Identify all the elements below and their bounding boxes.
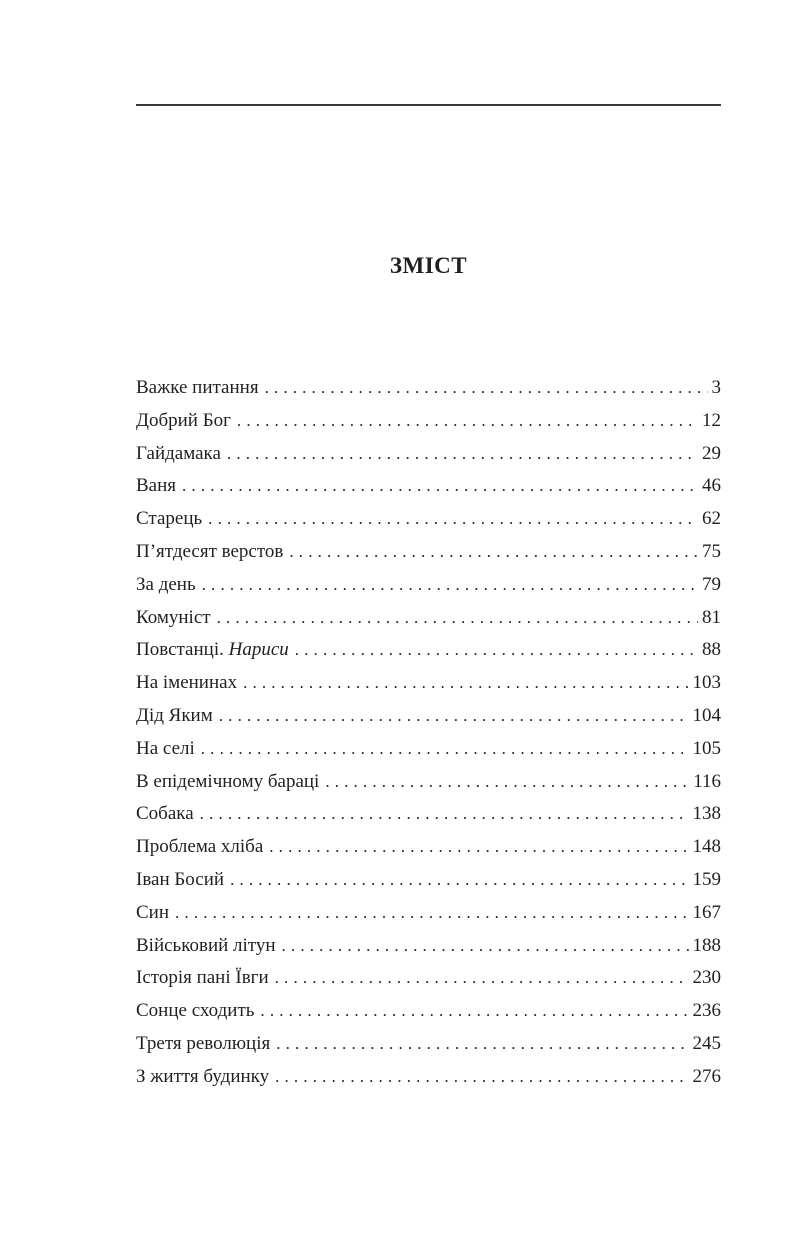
toc-entry — [136, 962, 721, 995]
toc-entry — [136, 864, 721, 897]
toc-entry-page: 62 — [702, 508, 721, 530]
toc-dot-leader — [219, 700, 689, 733]
toc-dot-leader — [269, 831, 688, 864]
toc-entry — [136, 602, 721, 635]
toc-entry-title: Повстанці. — [136, 639, 224, 661]
toc-entry — [136, 470, 721, 503]
toc-dot-leader — [275, 1061, 688, 1094]
toc-dot-leader — [202, 569, 698, 602]
toc-entry-title: На іменинах — [136, 672, 238, 694]
toc-entry-title: Історія пані Ївги — [136, 967, 269, 989]
toc-entry — [136, 700, 721, 733]
toc-dot-leader — [175, 897, 688, 930]
toc-entry — [136, 1028, 721, 1061]
toc-dot-leader — [230, 864, 688, 897]
toc-heading: ЗМІСТ — [389, 253, 468, 278]
toc-entry-title: За день — [136, 573, 196, 595]
toc-dot-leader — [276, 1028, 688, 1061]
toc-entry-page: 167 — [692, 901, 721, 923]
toc-entry-page: 103 — [692, 672, 721, 694]
toc-entry-title: Собака — [136, 803, 194, 825]
toc-entry-page: 75 — [702, 540, 721, 562]
toc-dot-leader — [265, 372, 708, 405]
toc-entry — [136, 831, 721, 864]
toc-entry — [136, 798, 721, 831]
toc-entry-page: 104 — [692, 704, 721, 726]
toc-entry-page: 230 — [692, 967, 721, 989]
toc-dot-leader — [243, 667, 688, 700]
toc-entry-subtitle: Нариси — [228, 639, 289, 661]
toc-entry — [136, 766, 721, 799]
toc-dot-leader — [325, 766, 689, 799]
toc-entry-title: Дід Яким — [136, 704, 213, 726]
toc-entry-title: Син — [136, 901, 170, 923]
toc-entry-page: 116 — [693, 770, 721, 792]
toc-entry — [136, 372, 721, 405]
toc-entry-title: З життя будинку — [136, 1065, 270, 1087]
toc-dot-leader — [237, 405, 698, 438]
toc-dot-leader — [289, 536, 698, 569]
toc-dot-leader — [208, 503, 698, 536]
toc-entry-page: 236 — [692, 1000, 721, 1022]
toc-entry-page: 88 — [702, 639, 721, 661]
toc-entry-title: П’ятдесят верстов — [136, 540, 284, 562]
toc-entry-page: 148 — [692, 836, 721, 858]
toc-entry-page: 46 — [702, 475, 721, 497]
toc-entry-page: 105 — [692, 737, 721, 759]
toc-entry-page: 245 — [692, 1032, 721, 1054]
toc-dot-leader — [200, 798, 689, 831]
toc-entry-page: 79 — [702, 573, 721, 595]
toc-entry-title: Добрий Бог — [136, 409, 231, 431]
toc-dot-leader — [217, 602, 698, 635]
toc-entry-title: В епідемічному бараці — [136, 770, 320, 792]
toc-entry-page: 12 — [702, 409, 721, 431]
toc-entry-title: Третя революція — [136, 1032, 271, 1054]
toc-entry — [136, 634, 721, 667]
toc-entry — [136, 930, 721, 963]
toc-entry-title: Комуніст — [136, 606, 211, 628]
toc-dot-leader — [275, 962, 689, 995]
toc-entry-title: Важке питання — [136, 377, 259, 398]
toc-entry-title: На селі — [136, 737, 195, 759]
toc-dot-leader — [295, 634, 698, 667]
toc-entry — [136, 995, 721, 1028]
toc-entry — [136, 503, 721, 536]
toc-dot-leader — [260, 995, 688, 1028]
toc-entry-title: Гайдамака — [136, 442, 221, 464]
toc-entry-page: 3 — [711, 377, 721, 398]
toc-entry-page: 138 — [692, 803, 721, 825]
toc-entry-title: Проблема хліба — [136, 836, 264, 858]
toc-entry — [136, 536, 721, 569]
top-rule — [136, 104, 721, 106]
toc-entry — [136, 897, 721, 930]
toc-list — [136, 372, 721, 1094]
toc-entry-page: 276 — [692, 1065, 721, 1087]
toc-entry-title: Сонце сходить — [136, 1000, 255, 1022]
toc-entry-page: 29 — [702, 442, 721, 464]
toc-entry-title: Старець — [136, 508, 203, 530]
toc-dot-leader — [282, 930, 689, 963]
toc-dot-leader — [201, 733, 689, 766]
toc-entry — [136, 733, 721, 766]
toc-dot-leader — [182, 470, 698, 503]
toc-entry-page: 81 — [702, 606, 721, 628]
toc-dot-leader — [227, 438, 698, 471]
toc-entry — [136, 569, 721, 602]
toc-entry — [136, 667, 721, 700]
toc-entry-title: Іван Босий — [136, 868, 225, 890]
toc-entry-title: Військовий літун — [136, 934, 276, 956]
toc-entry — [136, 438, 721, 471]
toc-entry-page: 159 — [692, 868, 721, 890]
toc-entry-title: Ваня — [136, 475, 177, 497]
toc-entry — [136, 405, 721, 438]
toc-entry-page: 188 — [692, 934, 721, 956]
toc-entry — [136, 1061, 721, 1094]
